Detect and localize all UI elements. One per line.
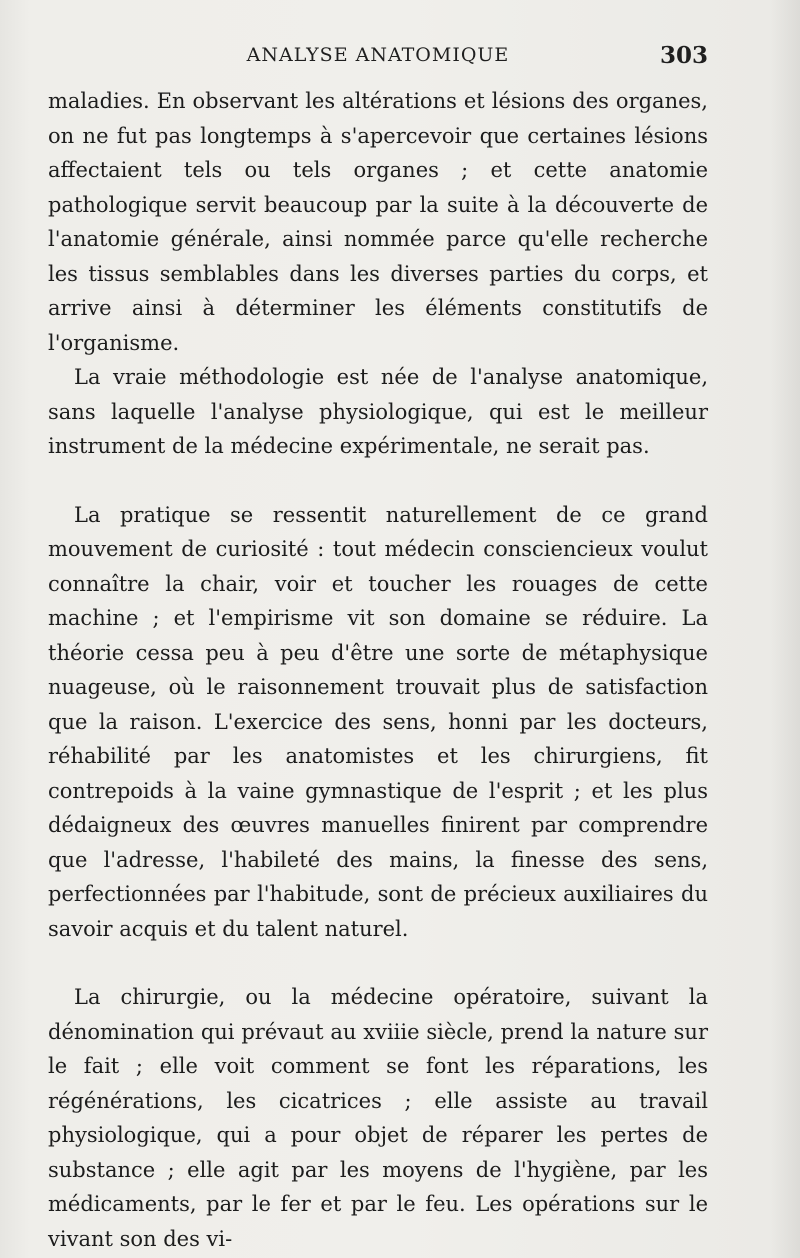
paragraph-continuation: maladies. En observant les altérations et lésions des organes, on ne fut pas longtemps à s'apercevoir que certaines lésions affectaient tels ou tels organes ; et cette anatomie pathologique servit beaucoup par la suite à la découverte de l'anatomie générale, ainsi nommée parce qu'elle recherche les tissus semblables dans les diverses parties du corps, et arrive ainsi à déterminer les éléments constitutifs de l'organisme.: [48, 89, 708, 355]
paragraph-pratique: La pratique se ressentit naturellement de ce grand mouvement de curiosité : tout médecin consciencieux voulut connaître la chair, voir et toucher les rouages de cette machine ; et l'empirisme vit son domaine se réduire. La théorie cessa peu à peu d'être une sorte de métaphysique nuageuse, où le raisonnement trouvait plus de satisfaction que la raison. L'exercice des sens, honni par les docteurs, réhabilité par les anatomistes et les chirurgiens, fit contrepoids à la vaine gymnastique de l'esprit ; et les plus dédaigneux des œuvres manuelles finirent par comprendre que l'adresse, l'habileté des mains, la finesse des sens, perfectionnées par l'habitude, sont de précieux auxiliaires du savoir acquis et du talent naturel.: [48, 502, 708, 941]
body-text: [48, 84, 708, 1256]
paragraph-chirurgie: La chirurgie, ou la médecine opératoire, suivant la dénomination qui prévaut au xviiie siècle, prend la nature sur le fait ; elle voit comment se font les réparations, les régénérations, les cicatrices ; elle assiste au travail physiologique, qui a pour objet de réparer les pertes de substance ; elle agit par les moyens de l'hygiène, par les médicaments, par le fer et par le feu. Les opérations sur le vivant son des vi-: [48, 985, 708, 1251]
page-header: [48, 38, 708, 72]
paragraph-methodologie: La vraie méthodologie est née de l'analyse anatomique, sans laquelle l'analyse physiologique, qui est le meilleur instrument de la médecine expérimentale, ne serait pas.: [48, 365, 708, 458]
running-head: ANALYSE ANATOMIQUE: [246, 44, 510, 66]
page-number: 303: [659, 42, 708, 69]
